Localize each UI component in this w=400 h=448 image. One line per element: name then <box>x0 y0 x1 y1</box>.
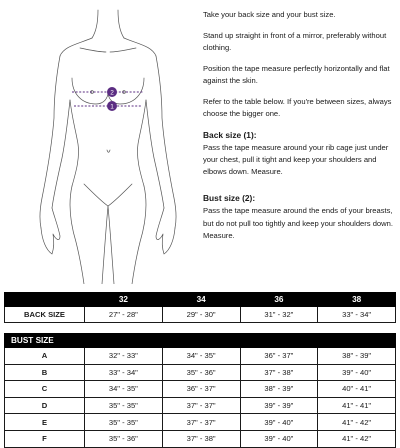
bust-value: 34" - 35" <box>85 381 163 398</box>
header-empty-cell <box>5 293 85 307</box>
header-size-38: 38 <box>318 293 396 307</box>
cup-label: E <box>5 414 85 431</box>
bust-row-c <box>5 381 396 398</box>
bust-size-heading: Bust size (2): <box>203 193 256 204</box>
cup-label: B <box>5 364 85 381</box>
back-size-value: 33" - 34" <box>318 307 396 323</box>
back-size-table <box>4 292 396 323</box>
cup-label: F <box>5 430 85 447</box>
bust-value: 37" - 38" <box>240 364 318 381</box>
back-size-text: Pass the tape measure around your rib cage just under your chest, pull it tight and keep your shoulders and elbows down. Measure. <box>203 142 389 177</box>
cup-label: C <box>5 381 85 398</box>
back-size-row <box>5 307 396 323</box>
bust-value: 41" - 42" <box>318 414 396 431</box>
bust-value: 38" - 39" <box>318 348 396 365</box>
back-size-value: 27" - 28" <box>85 307 163 323</box>
bust-value: 36" - 37" <box>162 381 240 398</box>
cup-label: D <box>5 397 85 414</box>
back-size-header-row <box>5 293 396 307</box>
bust-value: 37" - 38" <box>162 430 240 447</box>
back-marker-label: 1 <box>110 103 114 111</box>
bust-value: 39" - 40" <box>240 414 318 431</box>
bust-value: 39" - 40" <box>318 364 396 381</box>
bust-size-title: BUST SIZE <box>5 334 396 348</box>
bust-value: 35" - 36" <box>162 364 240 381</box>
header-size-32: 32 <box>85 293 163 307</box>
bust-value: 34" - 35" <box>162 348 240 365</box>
back-size-value: 29" - 30" <box>162 307 240 323</box>
back-size-value: 31" - 32" <box>240 307 318 323</box>
bust-value: 36" - 37" <box>240 348 318 365</box>
bust-value: 37" - 37" <box>162 397 240 414</box>
measurement-instructions <box>203 9 393 251</box>
bust-value: 35" - 36" <box>85 430 163 447</box>
bust-row-e <box>5 414 396 431</box>
header-size-34: 34 <box>162 293 240 307</box>
header-size-36: 36 <box>240 293 318 307</box>
bust-value: 38" - 39" <box>240 381 318 398</box>
bust-value: 39" - 39" <box>240 397 318 414</box>
instruction-tape: Position the tape measure perfectly horizontally and flat against the skin. <box>203 63 390 85</box>
bust-value: 41" - 41" <box>318 397 396 414</box>
bust-value: 40" - 41" <box>318 381 396 398</box>
back-size-heading: Back size (1): <box>203 129 257 140</box>
instruction-table: Refer to the table below. If you're between sizes, always choose the bigger one. <box>203 96 392 118</box>
back-size-label: BACK SIZE <box>5 307 85 323</box>
bust-row-f <box>5 430 396 447</box>
bust-row-d <box>5 397 396 414</box>
instruction-intro: Take your back size and your bust size. <box>203 10 336 19</box>
bust-size-table <box>4 333 396 448</box>
bust-marker-label: 2 <box>110 89 114 97</box>
bust-value: 39" - 40" <box>240 430 318 447</box>
bust-row-a <box>5 348 396 365</box>
bust-value: 35" - 35" <box>85 414 163 431</box>
bust-value: 37" - 37" <box>162 414 240 431</box>
cup-label: A <box>5 348 85 365</box>
bust-value: 41" - 42" <box>318 430 396 447</box>
bust-value: 33" - 34" <box>85 364 163 381</box>
bust-value: 35" - 35" <box>85 397 163 414</box>
bust-value: 32" - 33" <box>85 348 163 365</box>
body-figure-illustration <box>32 8 184 284</box>
instruction-posture: Stand up straight in front of a mirror, preferably without clothing. <box>203 30 387 52</box>
bust-size-text: Pass the tape measure around the ends of your breasts, but do not pull too tightly and keep your shoulders down. Measure. <box>203 206 393 240</box>
bust-row-b <box>5 364 396 381</box>
bust-size-header-row <box>5 334 396 348</box>
